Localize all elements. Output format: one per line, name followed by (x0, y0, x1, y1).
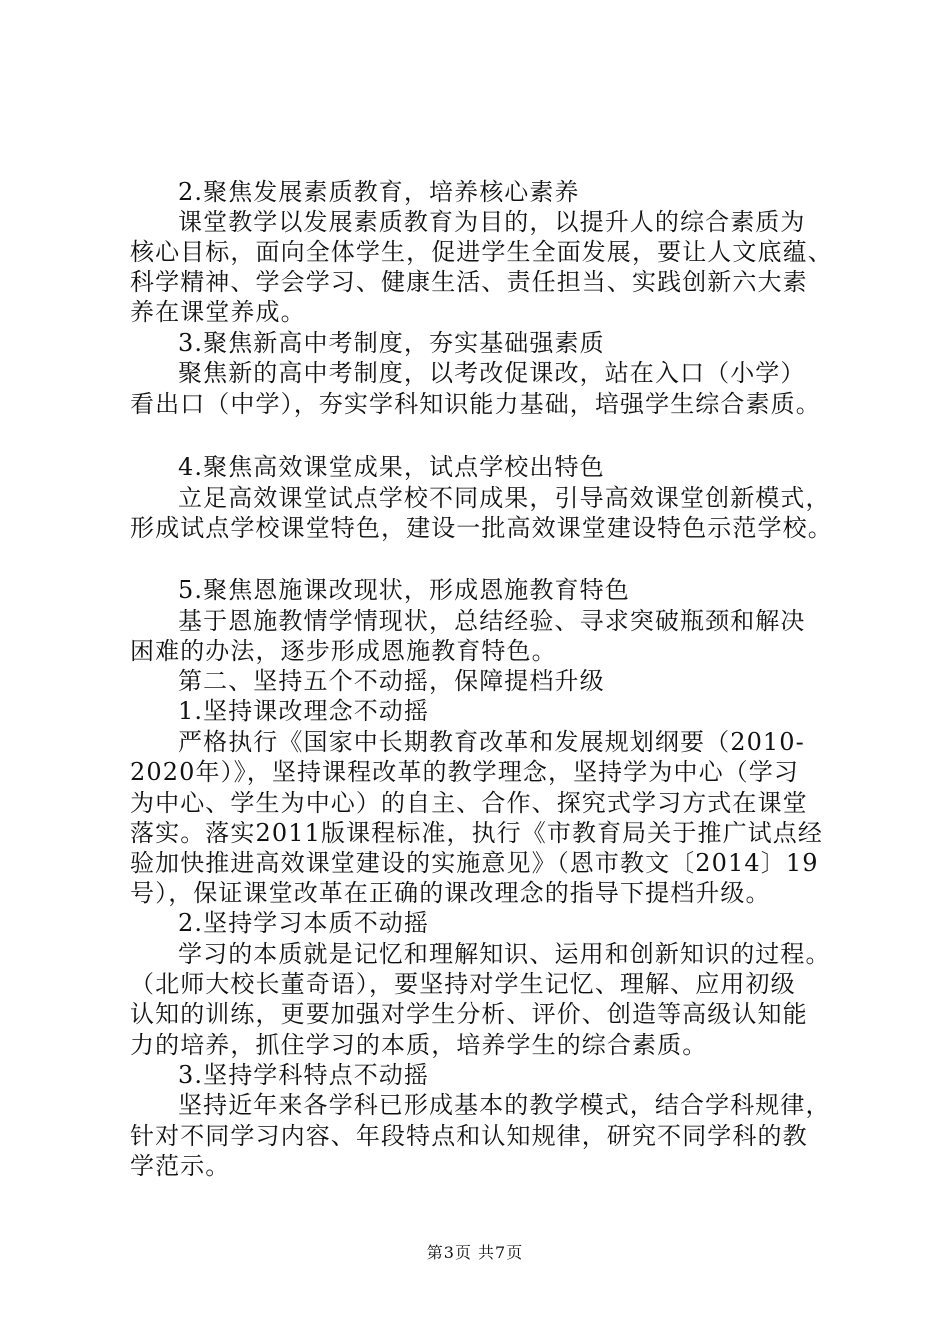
paragraph-line: 基于恩施教情学情现状，总结经验、寻求突破瓶颈和解决 (178, 607, 806, 635)
paragraph-line: 课堂教学以发展素质教育为目的，以提升人的综合素质为 (178, 208, 806, 236)
paragraph-line: 为中心、学生为中心）的自主、合作、探究式学习方式在课堂 (130, 789, 808, 817)
paragraph-line: 落实。落实2011版课程标准，执行《市教育局关于推广试点经 (130, 819, 823, 847)
heading-2b: 2.坚持学习本质不动摇 (178, 909, 429, 937)
paragraph-line: 力的培养，抓住学习的本质，培养学生的综合素质。 (130, 1031, 708, 1059)
paragraph-line: 针对不同学习内容、年段特点和认知规律，研究不同学科的教 (130, 1122, 808, 1150)
paragraph-line: 困难的办法，逐步形成恩施教育特色。 (130, 637, 557, 665)
paragraph-line: 学范示。 (130, 1152, 231, 1180)
heading-1: 1.坚持课改理念不动摇 (178, 697, 429, 725)
paragraph-line: 聚焦新的高中考制度，以考改促课改，站在入口（小学） (178, 359, 806, 387)
paragraph-line: 学习的本质就是记忆和理解知识、运用和创新知识的过程。 (178, 940, 831, 968)
paragraph-line: 验加快推进高效课堂建设的实施意见》（恩市教文〔2014〕19 (130, 849, 819, 877)
heading-5: 5.聚焦恩施课改现状，形成恩施教育特色 (178, 576, 630, 604)
paragraph-line: 立足高效课堂试点学校不同成果，引导高效课堂创新模式， (178, 484, 831, 512)
paragraph-line: 2020年）》，坚持课程改革的教学理念，坚持学为中心（学习 (130, 758, 799, 786)
paragraph-line: 核心目标，面向全体学生，促进学生全面发展，要让人文底蕴、 (130, 238, 833, 266)
page-footer: 第3页 共7页 (426, 1243, 524, 1262)
paragraph-line: 坚持近年来各学科已形成基本的教学模式，结合学科规律， (178, 1091, 831, 1119)
paragraph-line: 号），保证课堂改革在正确的课改理念的指导下提档升级。 (130, 879, 771, 907)
paragraph-line: 形成试点学校课堂特色，建设一批高效课堂建设特色示范学校。 (130, 514, 833, 542)
heading-3: 3.聚焦新高中考制度，夯实基础强素质 (178, 329, 605, 357)
paragraph-line: 养在课堂养成。 (130, 298, 306, 326)
paragraph-line: 严格执行《国家中长期教育改革和发展规划纲要（2010- (178, 728, 805, 756)
paragraph-line: 看出口（中学），夯实学科知识能力基础，培强学生综合素质。 (130, 390, 821, 418)
paragraph-line: （北师大校长董奇语），要坚持对学生记忆、理解、应用初级 (130, 970, 796, 998)
paragraph-line: 科学精神、学会学习、健康生活、责任担当、实践创新六大素 (130, 268, 808, 296)
heading-2: 2.聚焦发展素质教育，培养核心素养 (178, 178, 580, 206)
section-heading: 第二、坚持五个不动摇，保障提档升级 (178, 667, 605, 695)
paragraph-line: 认知的训练，更要加强对学生分析、评价、创造等高级认知能 (130, 1000, 808, 1028)
heading-3b: 3.坚持学科特点不动摇 (178, 1061, 429, 1089)
heading-4: 4.聚焦高效课堂成果，试点学校出特色 (178, 453, 605, 481)
